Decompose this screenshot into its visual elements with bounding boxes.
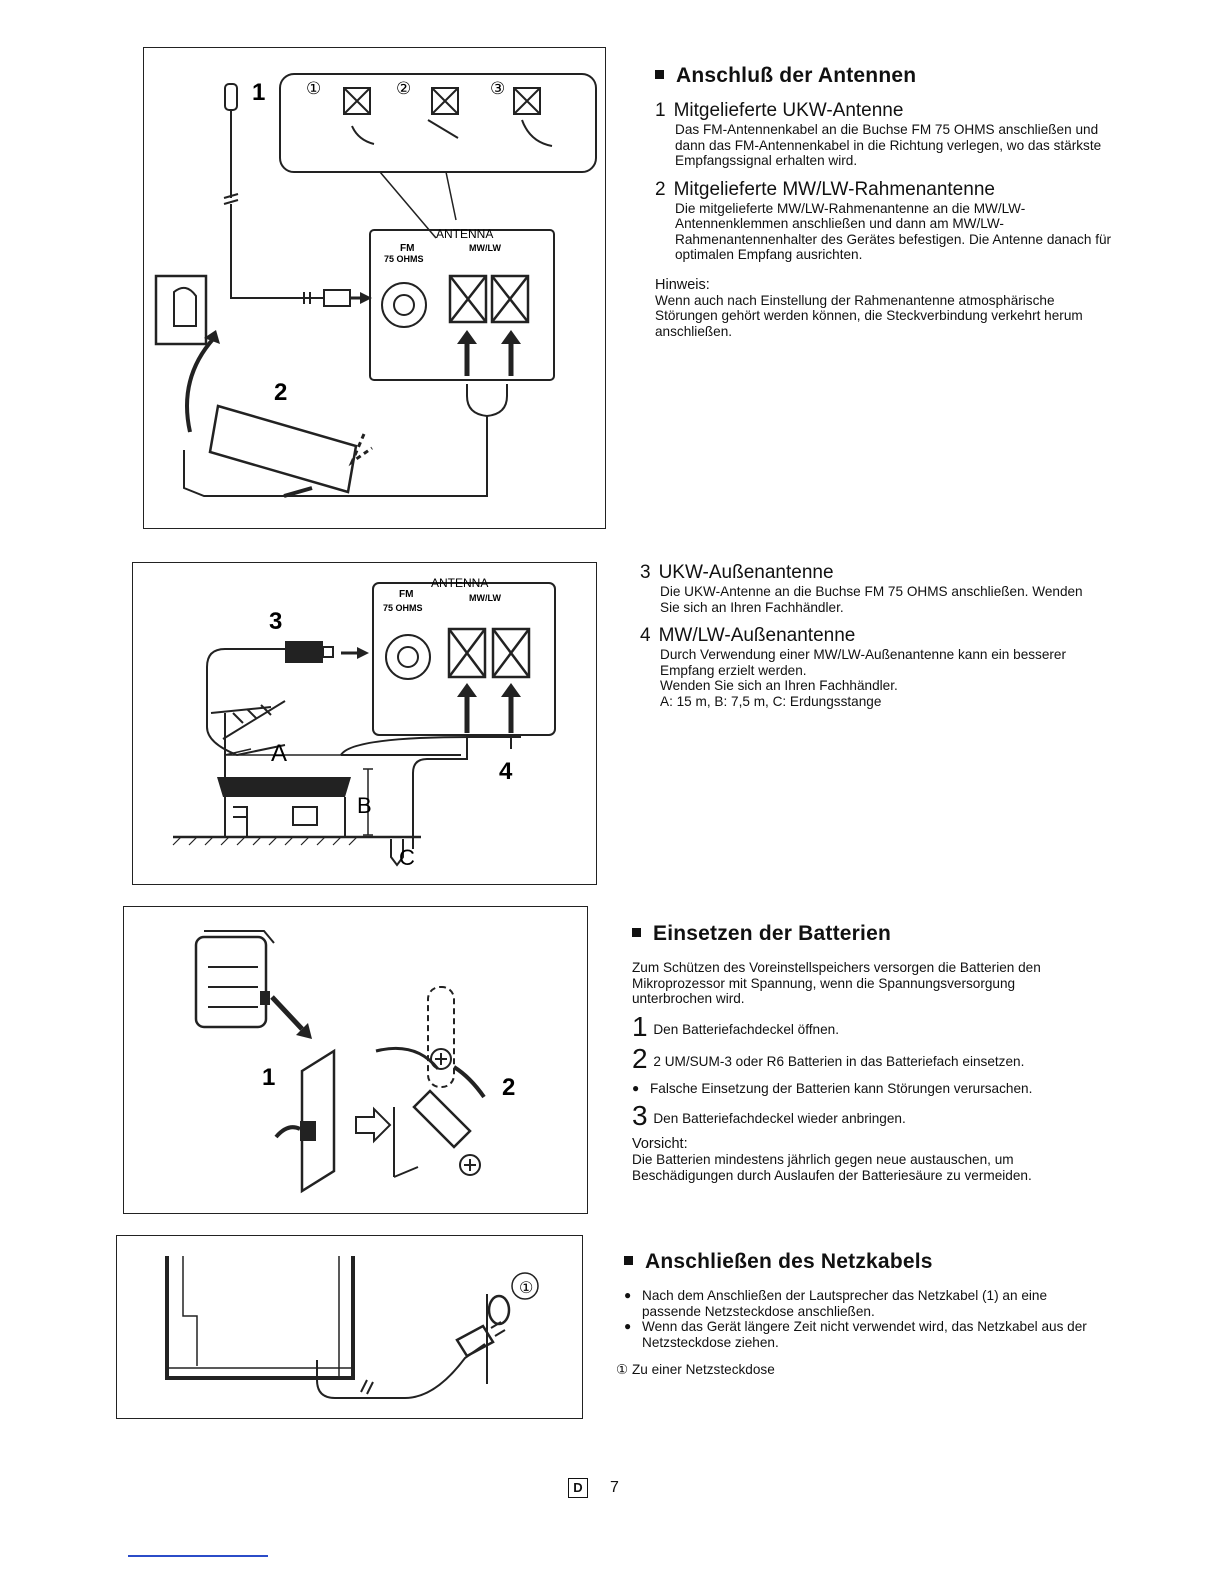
power-bullet-1: ● Nach dem Anschließen der Lautsprecher das Netzkabel (1) an eine passende Netzsteckdose anschließen. [624,1288,1048,1319]
fig1-mwlw-label: MW/LW [469,243,501,253]
power-cord-illustration [117,1236,584,1420]
fig3-label-2: 2 [502,1074,516,1101]
outdoor-antenna-illustration [133,563,598,886]
fig2-antenna-label: ANTENNA [431,576,489,590]
fig3-label-1: 1 [262,1064,276,1091]
fig2-label-3: 3 [269,608,283,635]
batteries-illustration [124,907,589,1215]
battery-step-1: 1 Den Batteriefachdeckel öffnen. [632,1010,840,1042]
fig4-circled-1: ① [519,1280,534,1297]
bullet-dot-icon: ● [624,1288,632,1302]
footer-divider [128,1555,268,1557]
fig1-label-1: 1 [252,79,266,106]
battery-warning-bullet: ● Falsche Einsetzung der Batterien kann Störungen verursachen. [632,1080,1033,1096]
section-title-antennas: Anschluß der Antennen [655,64,1117,88]
bullet-dot-icon: ● [632,1080,640,1095]
fig2-mwlw-label: MW/LW [469,593,501,603]
bullet-dot-icon: ● [624,1319,632,1333]
power-bullet-2: ● Wenn das Gerät längere Zeit nicht verwendet wird, das Netzkabel aus der Netzsteckdose ziehen. [624,1319,1087,1350]
figure-outdoor-antenna [132,562,597,885]
power-footnote: ① Zu einer Netzsteckdose [616,1362,775,1377]
section-power-cord [616,1250,1090,1378]
subsection-text-3: Die UKW-Antenne an die Buchse FM 75 OHMS anschließen. Wenden Sie sich an Ihren Fachhändler. [660,584,1083,615]
square-bullet-icon [624,1256,633,1265]
subsection-text-4c: A: 15 m, B: 7,5 m, C: Erdungsstange [660,693,882,709]
section-title-power: Anschließen des Netzkabels [624,1250,1090,1274]
section-batteries [632,922,1094,1183]
antenna-connection-illustration [144,48,607,530]
figure-batteries [123,906,588,1214]
page-number: 7 [610,1479,619,1496]
subsection-title-2: 2 Mitgelieferte MW/LW-Rahmenantenne [655,178,995,200]
fig2-label-b: B [357,793,372,818]
circled-3: ③ [490,79,506,98]
subsection-text-4a: Durch Verwendung einer MW/LW-Außenantenne kann ein besserer Empfang erzielt werden. [660,647,1067,678]
square-bullet-icon [655,70,664,79]
fig1-label-2: 2 [274,379,288,406]
figure-power-cord [116,1235,583,1419]
page-footer [568,1478,619,1498]
section-antennas [655,64,1117,339]
note-label: Hinweis: [655,276,710,293]
note-text: Wenn auch nach Einstellung der Rahmenantenne atmosphärische Störungen gehört werden können, die Steckverbindung verkehrt herum anschließen. [655,292,1083,339]
subsection-text-2: Die mitgelieferte MW/LW-Rahmenantenne an die MW/LW-Antennenklemmen anschließen und dann am MW/LW-Rahmenantennenhalter des Gerätes befestigen. Die Antenne danach für optimalen Empfang ausrichten. [675,200,1112,262]
section-outdoor-antennas [640,562,1102,709]
fig2-label-c: C [399,845,415,870]
fig1-ohms-label: 75 OHMS [384,254,424,264]
section-title-batteries: Einsetzen der Batterien [632,922,1094,946]
language-badge: D [568,1478,588,1498]
fig2-ohms-label: 75 OHMS [383,603,423,613]
fig2-label-a: A [271,740,288,767]
caution-text: Die Batterien mindestens jährlich gegen neue austauschen, um Beschädigungen durch Auslaufen der Batteriesäure zu vermeiden. [632,1152,1032,1183]
battery-step-3: 3 Den Batteriefachdeckel wieder anbringen. [632,1100,906,1131]
circled-1: ① [306,79,322,98]
subsection-title-1: 1 Mitgelieferte UKW-Antenne [655,100,904,121]
circled-2: ② [396,79,412,98]
fig2-fm-label: FM [399,589,414,600]
square-bullet-icon [632,928,641,937]
fig1-fm-label: FM [400,243,415,254]
batteries-intro: Zum Schützen des Voreinstellspeichers versorgen die Batterien den Mikroprozessor mit Spannung, wenn die Spannungsversorgung unterbrochen wird. [632,960,1041,1006]
subsection-text-1: Das FM-Antennenkabel an die Buchse FM 75 OHMS anschließen und dann das FM-Antennenkabel in die Richtung verlegen, wo das stärkste Empfangssignal erhalten wird. [675,122,1102,168]
subsection-title-3: 3 UKW-Außenantenne [640,562,834,583]
caution-label: Vorsicht: [632,1136,688,1152]
figure-antenna-connection [143,47,606,529]
subsection-text-4b: Wenden Sie sich an Ihren Fachhändler. [660,678,898,693]
battery-step-2: 2 2 UM/SUM-3 oder R6 Batterien in das Batteriefach einsetzen. [632,1042,1025,1074]
fig1-antenna-label: ANTENNA [436,227,494,241]
subsection-title-4: 4 MW/LW-Außenantenne [640,625,856,646]
fig2-label-4: 4 [499,758,513,785]
